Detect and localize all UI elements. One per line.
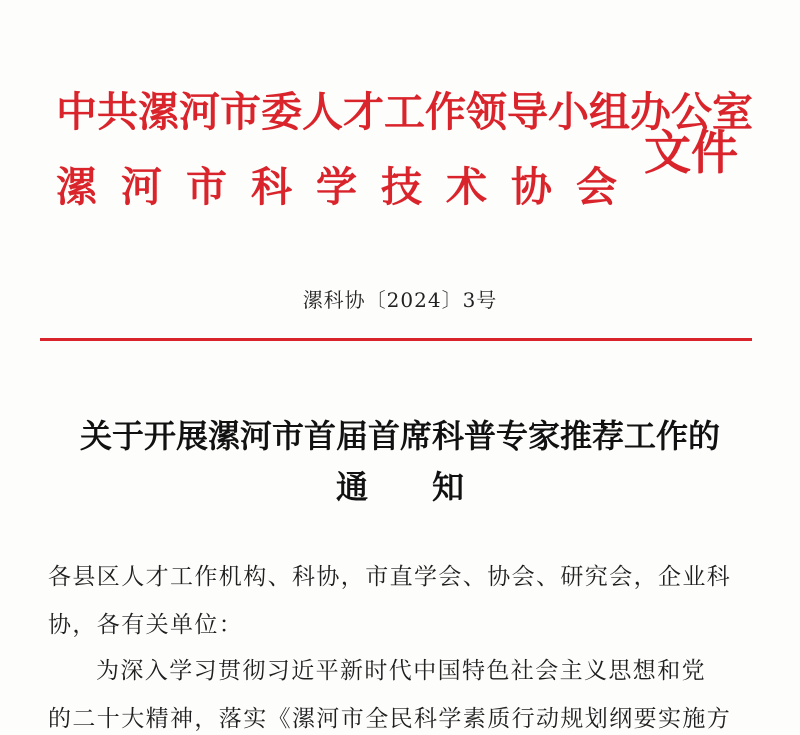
issuer-name-line-2: 漯河市科学技术协会 (56, 163, 641, 211)
document-type-label: 文件 (644, 126, 738, 181)
body-paragraph-line-1: 为深入学习贯彻习近平新时代中国特色社会主义思想和党 (96, 658, 706, 684)
document-number: 漯科协〔2024〕3号 (302, 288, 498, 312)
body-paragraph-line-2: 的二十大精神，落实《漯河市全民科学素质行动规划纲要实施方 (48, 706, 732, 732)
addressee-line-2: 协，各有关单位： (48, 612, 244, 638)
notice-title-line-1: 关于开展漯河市首届首席科普专家推荐工作的 (79, 417, 720, 455)
red-separator-line (40, 338, 752, 341)
addressee-line-1: 各县区人才工作机构、科协，市直学会、协会、研究会，企业科 (48, 564, 732, 590)
notice-title-line-2: 通 知 (335, 468, 464, 506)
issuer-name-line-1: 中共漯河市委人才工作领导小组办公室 (56, 88, 753, 136)
